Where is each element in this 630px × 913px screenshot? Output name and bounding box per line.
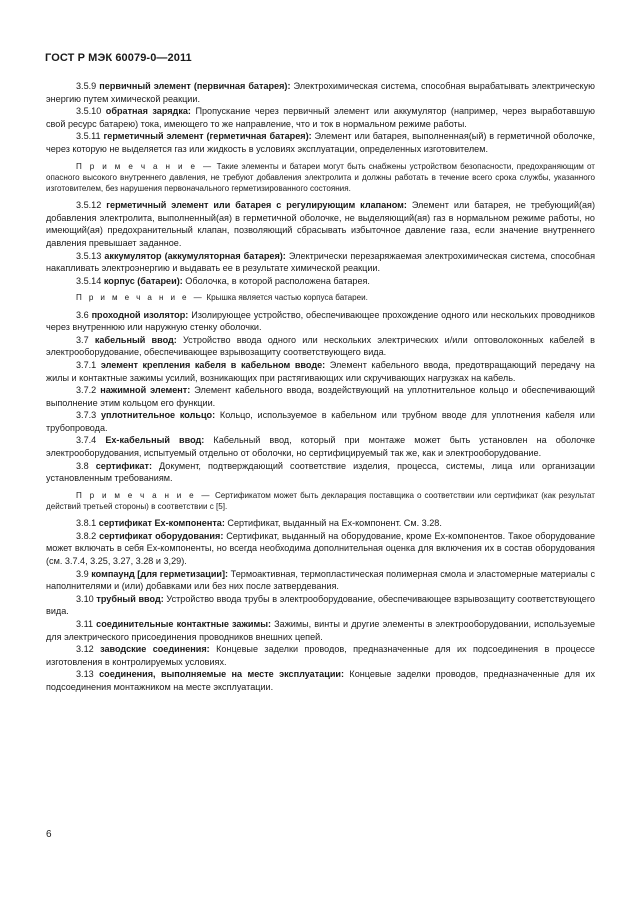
note-3-8 bbox=[46, 490, 595, 512]
term: кабельный ввод: bbox=[94, 334, 177, 345]
definition: Элемент или батарея, не требующий(ая) добавления электролита, выполненный(ая) в герметичной оболочке, не выделяющий(ая) газ в нормальном режиме работы, но имеющий(ая) предохранительный клапан, позволяющий сбрасывать избыточное давление газа, если значение внутреннего давления превышает заданное. bbox=[46, 200, 595, 248]
clause-3-5-11 bbox=[46, 130, 595, 155]
note-text: Такие элементы и батареи могут быть снабжены устройством безопасности, предохраняющим от опасного высокого внутреннего давления, не требуют добавления электролита и должны работать в течение всего срока службы, указанного изготовителем, без нарушения первоначального герметизированного состояния. bbox=[46, 161, 595, 193]
clause-number: 3.8.1 bbox=[76, 518, 97, 529]
term: герметичный элемент или батарея с регулирующим клапаном: bbox=[106, 200, 407, 211]
clause-3-6 bbox=[46, 309, 595, 334]
clause-number: 3.7.2 bbox=[76, 385, 97, 396]
page-header: ГОСТ Р МЭК 60079-0—2011 bbox=[45, 52, 192, 64]
definition: Зажимы, винты и другие элементы в электрооборудовании, используемые для электрического присоединения проводников внешних цепей. bbox=[46, 619, 595, 642]
definition: Кольцо, используемое в кабельном или трубном вводе для уплотнения кабеля или трубопровода. bbox=[46, 410, 595, 433]
clause-number: 3.8 bbox=[76, 460, 89, 471]
definition: Кабельный ввод, который при монтаже может быть установлен на оболочке электрооборудования, испытуемый отдельно от оболочки, но сертифицируемый так же, как и электрооборудование. bbox=[46, 435, 595, 459]
term: герметичный элемент (герметичная батарея): bbox=[103, 131, 312, 142]
clause-3-8 bbox=[46, 460, 595, 485]
term: сертификат оборудования: bbox=[99, 530, 224, 541]
clause-3-8-2 bbox=[46, 530, 595, 568]
clause-3-7-4 bbox=[46, 434, 595, 459]
term: корпус (батареи): bbox=[103, 275, 183, 286]
term: проходной изолятор: bbox=[91, 309, 189, 320]
clause-number: 3.13 bbox=[76, 669, 94, 680]
definition: Концевые заделки проводов, предназначенные для их подсоединения в процессе изготовления в контролируемых условиях. bbox=[46, 644, 595, 667]
page-number: 6 bbox=[46, 829, 52, 840]
definition: Элемент или батарея, выполненная(ый) в герметичной оболочке, через которую не выделяется газ или жидкость в условиях эксплуатации, определенных изготовителем. bbox=[46, 131, 596, 154]
term: уплотнительное кольцо: bbox=[101, 410, 216, 421]
note-3-5-11 bbox=[46, 161, 595, 195]
clause-3-7-2 bbox=[46, 384, 595, 409]
clause-3-9 bbox=[46, 568, 595, 593]
definition: Термоактивная, термопластическая полимерная смола и эластомерные материалы с наполнителями и (или) добавками или без них после затвердевания. bbox=[46, 568, 595, 592]
clause-number: 3.12 bbox=[76, 644, 94, 655]
clause-3-7-1 bbox=[46, 359, 595, 384]
term: элемент крепления кабеля в кабельном вводе: bbox=[100, 359, 326, 370]
definition: Электрохимическая система, способная вырабатывать электрическую энергию путем химической реакции. bbox=[46, 81, 596, 104]
clause-number: 3.7.1 bbox=[76, 359, 97, 370]
clause-number: 3.11 bbox=[76, 619, 94, 629]
definition: Электрически перезаряжаемая электрохимическая система, способная накапливать электроэнергию и выдавать ее в результате химической реакции. bbox=[46, 250, 596, 274]
definition: Сертификат, выданный на Ex-компонент. См. 3.28. bbox=[227, 518, 442, 529]
note-3-5-14 bbox=[46, 292, 595, 303]
clause-3-12 bbox=[46, 643, 595, 668]
term: сертификат Ex-компонента: bbox=[98, 518, 225, 529]
clause-3-5-10 bbox=[46, 105, 595, 130]
clause-3-5-9 bbox=[46, 80, 595, 105]
term: соединения, выполняемые на месте эксплуатации: bbox=[99, 669, 345, 680]
clause-3-5-14 bbox=[46, 275, 595, 288]
term: Ex-кабельный ввод: bbox=[105, 435, 205, 446]
definition: Устройство ввода одного или нескольких электрических и/или оптоволоконных кабелей в электрооборудование, обеспечивающее взрывозащиту соответствующего вида. bbox=[46, 334, 596, 358]
term: аккумулятор (аккумуляторная батарея): bbox=[104, 250, 286, 261]
definition: Изолирующее устройство, обеспечивающее прохождение одного или нескольких проводников через внутреннюю или наружную стенку оболочки. bbox=[46, 309, 595, 333]
note-label: П р и м е ч а н и е — bbox=[76, 490, 212, 500]
clause-number: 3.7.4 bbox=[76, 435, 97, 446]
term: первичный элемент (первичная батарея): bbox=[99, 81, 291, 91]
clause-3-11 bbox=[46, 618, 595, 643]
clause-number: 3.6 bbox=[76, 309, 89, 320]
note-label: П р и м е ч а н и е — bbox=[76, 161, 214, 171]
note-label: П р и м е ч а н и е — bbox=[76, 293, 205, 303]
definition: Сертификат, выданный на оборудование, кроме Ex-компонентов. Такое оборудование может включать в себя Ex-компоненты, но всегда необходима дополнительная оценка для включения их в состав оборудования (см. 3.7.4, 3.25, 3.27, 3.28 и 3,29). bbox=[46, 530, 596, 567]
clause-3-10 bbox=[46, 593, 595, 618]
definition: Документ, подтверждающий соответствие изделия, процесса, системы, лица или организации установленным требованиям. bbox=[46, 460, 595, 484]
clause-3-5-13 bbox=[46, 250, 595, 275]
clause-number: 3.5.9 bbox=[76, 81, 97, 91]
note-text: Сертификатом может быть декларация поставщика о соответствии или сертификат (как результат действий третьей стороны) в соответствии с [5]. bbox=[46, 490, 595, 512]
clause-number: 3.5.14 bbox=[76, 275, 102, 286]
definition: Устройство ввода трубы в электрооборудование, обеспечивающее взрывозащиту соответствующего вида. bbox=[46, 593, 596, 617]
clause-3-5-12 bbox=[46, 199, 595, 249]
definition: Оболочка, в которой расположена батарея. bbox=[185, 275, 370, 286]
clause-3-7 bbox=[46, 334, 595, 359]
term: соединительные контактные зажимы: bbox=[96, 619, 272, 629]
term: нажимной элемент: bbox=[100, 385, 191, 396]
clause-number: 3.7 bbox=[76, 334, 89, 345]
clause-number: 3.9 bbox=[76, 568, 89, 579]
clause-number: 3.5.13 bbox=[76, 250, 102, 261]
clause-number: 3.5.12 bbox=[76, 200, 102, 211]
clause-3-13 bbox=[46, 668, 595, 693]
document-body bbox=[46, 80, 595, 694]
note-text: Крышка является частью корпуса батареи. bbox=[206, 293, 368, 303]
term: заводские соединения: bbox=[100, 644, 210, 655]
term: обратная зарядка: bbox=[105, 106, 191, 117]
definition: Пропускание через первичный элемент или аккумулятор (например, через выработавшую свой ресурс батарею) тока, имеющего то же направление, что и ток в нормальном режиме работы. bbox=[46, 106, 595, 129]
clause-number: 3.5.10 bbox=[76, 106, 102, 117]
definition: Элемент кабельного ввода, воздействующий на уплотнительное кольцо и обеспечивающий выполнение этим кольцом его функции. bbox=[46, 385, 596, 408]
clause-3-8-1 bbox=[46, 517, 595, 530]
definition: Элемент кабельного ввода, предотвращающий передачу на жилы и контактные зажимы усилий, возникающих при растягивающих или скручивающих нагрузках на кабель. bbox=[46, 359, 595, 383]
clause-number: 3.7.3 bbox=[76, 410, 97, 421]
term: сертификат: bbox=[95, 460, 152, 471]
clause-number: 3.10 bbox=[76, 593, 94, 604]
clause-number: 3.5.11 bbox=[76, 131, 101, 142]
term: компаунд [для герметизации]: bbox=[91, 568, 229, 579]
clause-3-7-3 bbox=[46, 409, 595, 434]
definition: Концевые заделки проводов, предназначенные для их подсоединения монтажником на месте эксплуатации. bbox=[46, 669, 595, 692]
term: трубный ввод: bbox=[96, 593, 164, 604]
clause-number: 3.8.2 bbox=[76, 530, 97, 541]
